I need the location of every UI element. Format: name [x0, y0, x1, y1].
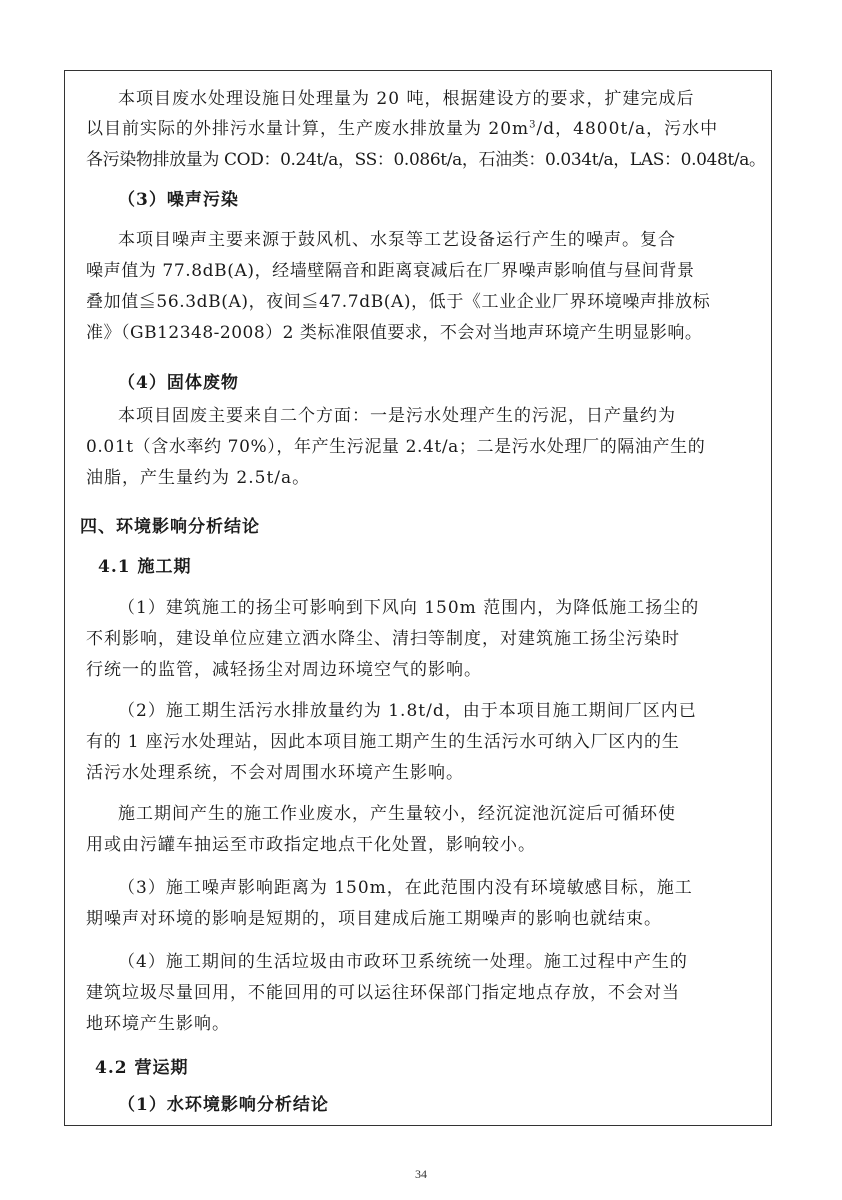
text-line: 活污水处理系统，不会对周围水环境产生影响。: [86, 763, 464, 783]
subheading: （1）水环境影响分析结论: [118, 1095, 329, 1115]
text-line: 期噪声对环境的影响是短期的，项目建成后施工期噪声的影响也就结束。: [86, 909, 662, 929]
subsection-heading: 4.2 营运期: [95, 1058, 189, 1078]
text-line: 以目前实际的外排污水量计算，生产废水排放量为 $20m^3/d$，4800t/a，污水中: [86, 119, 719, 139]
text-line: 噪声值为 77.8dB(A)，经墙壁隔音和距离衰减后在厂界噪声影响值与昼间背景: [86, 261, 695, 281]
page-number: 34: [415, 1167, 427, 1181]
text-line: 0.01t（含水率约 70%），年产生污泥量 2.4t/a；二是污水处理厂的隔油产生的: [86, 437, 706, 457]
section-heading: 四、环境影响分析结论: [80, 517, 260, 537]
superscript: 3: [529, 119, 537, 131]
text-line: 各污染物排放量为 COD：0.24t/a，SS：0.086t/a，石油类：0.034t/a，LAS：0.048t/a。: [86, 150, 766, 170]
text-line: 用或由污罐车抽运至市政指定地点干化处置，影响较小。: [86, 835, 536, 855]
text-line: 地环境产生影响。: [86, 1014, 230, 1034]
text-line: 建筑垃圾尽量回用，不能回用的可以运往环保部门指定地点存放，不会对当: [86, 983, 680, 1003]
text-line: 叠加值≦56.3dB(A)，夜间≦47.7dB(A)，低于《工业企业厂界环境噪声排放标: [86, 292, 711, 312]
text-line: 油脂，产生量约为 2.5t/a。: [86, 468, 311, 488]
text-line: （1）建筑施工的扬尘可影响到下风向 150m 范围内，为降低施工扬尘的: [118, 598, 700, 618]
text-line: （2）施工期生活污水排放量约为 1.8t/d，由于本项目施工期间厂区内已: [118, 701, 697, 721]
text-line: （3）施工噪声影响距离为 150m，在此范围内没有环境敏感目标，施工: [118, 878, 693, 898]
subheading: （3）噪声污染: [118, 190, 239, 210]
subheading: （4）固体废物: [118, 373, 239, 393]
text-line: 施工期间产生的施工作业废水，产生量较小，经沉淀池沉淀后可循环使: [118, 804, 676, 824]
text-line: 有的 1 座污水处理站，因此本项目施工期产生的生活污水可纳入厂区内的生: [86, 732, 680, 752]
text-line: 行统一的监管，减轻扬尘对周边环境空气的影响。: [86, 660, 482, 680]
subsection-heading: 4.1 施工期: [98, 557, 192, 577]
text-line: （4）施工期间的生活垃圾由市政环卫系统统一处理。施工过程中产生的: [118, 952, 688, 972]
text-line: 本项目固废主要来自二个方面：一是污水处理产生的污泥，日产量约为: [118, 406, 676, 426]
text-line: 不利影响，建设单位应建立洒水降尘、清扫等制度，对建筑施工扬尘污染时: [86, 629, 680, 649]
text-line: 本项目废水处理设施日处理量为 20 吨，根据建设方的要求，扩建完成后: [118, 89, 695, 109]
text-line: 本项目噪声主要来源于鼓风机、水泵等工艺设备运行产生的噪声。复合: [118, 230, 676, 250]
text-line: 准》（GB12348-2008）2 类标准限值要求，不会对当地声环境产生明显影响。: [86, 323, 703, 343]
